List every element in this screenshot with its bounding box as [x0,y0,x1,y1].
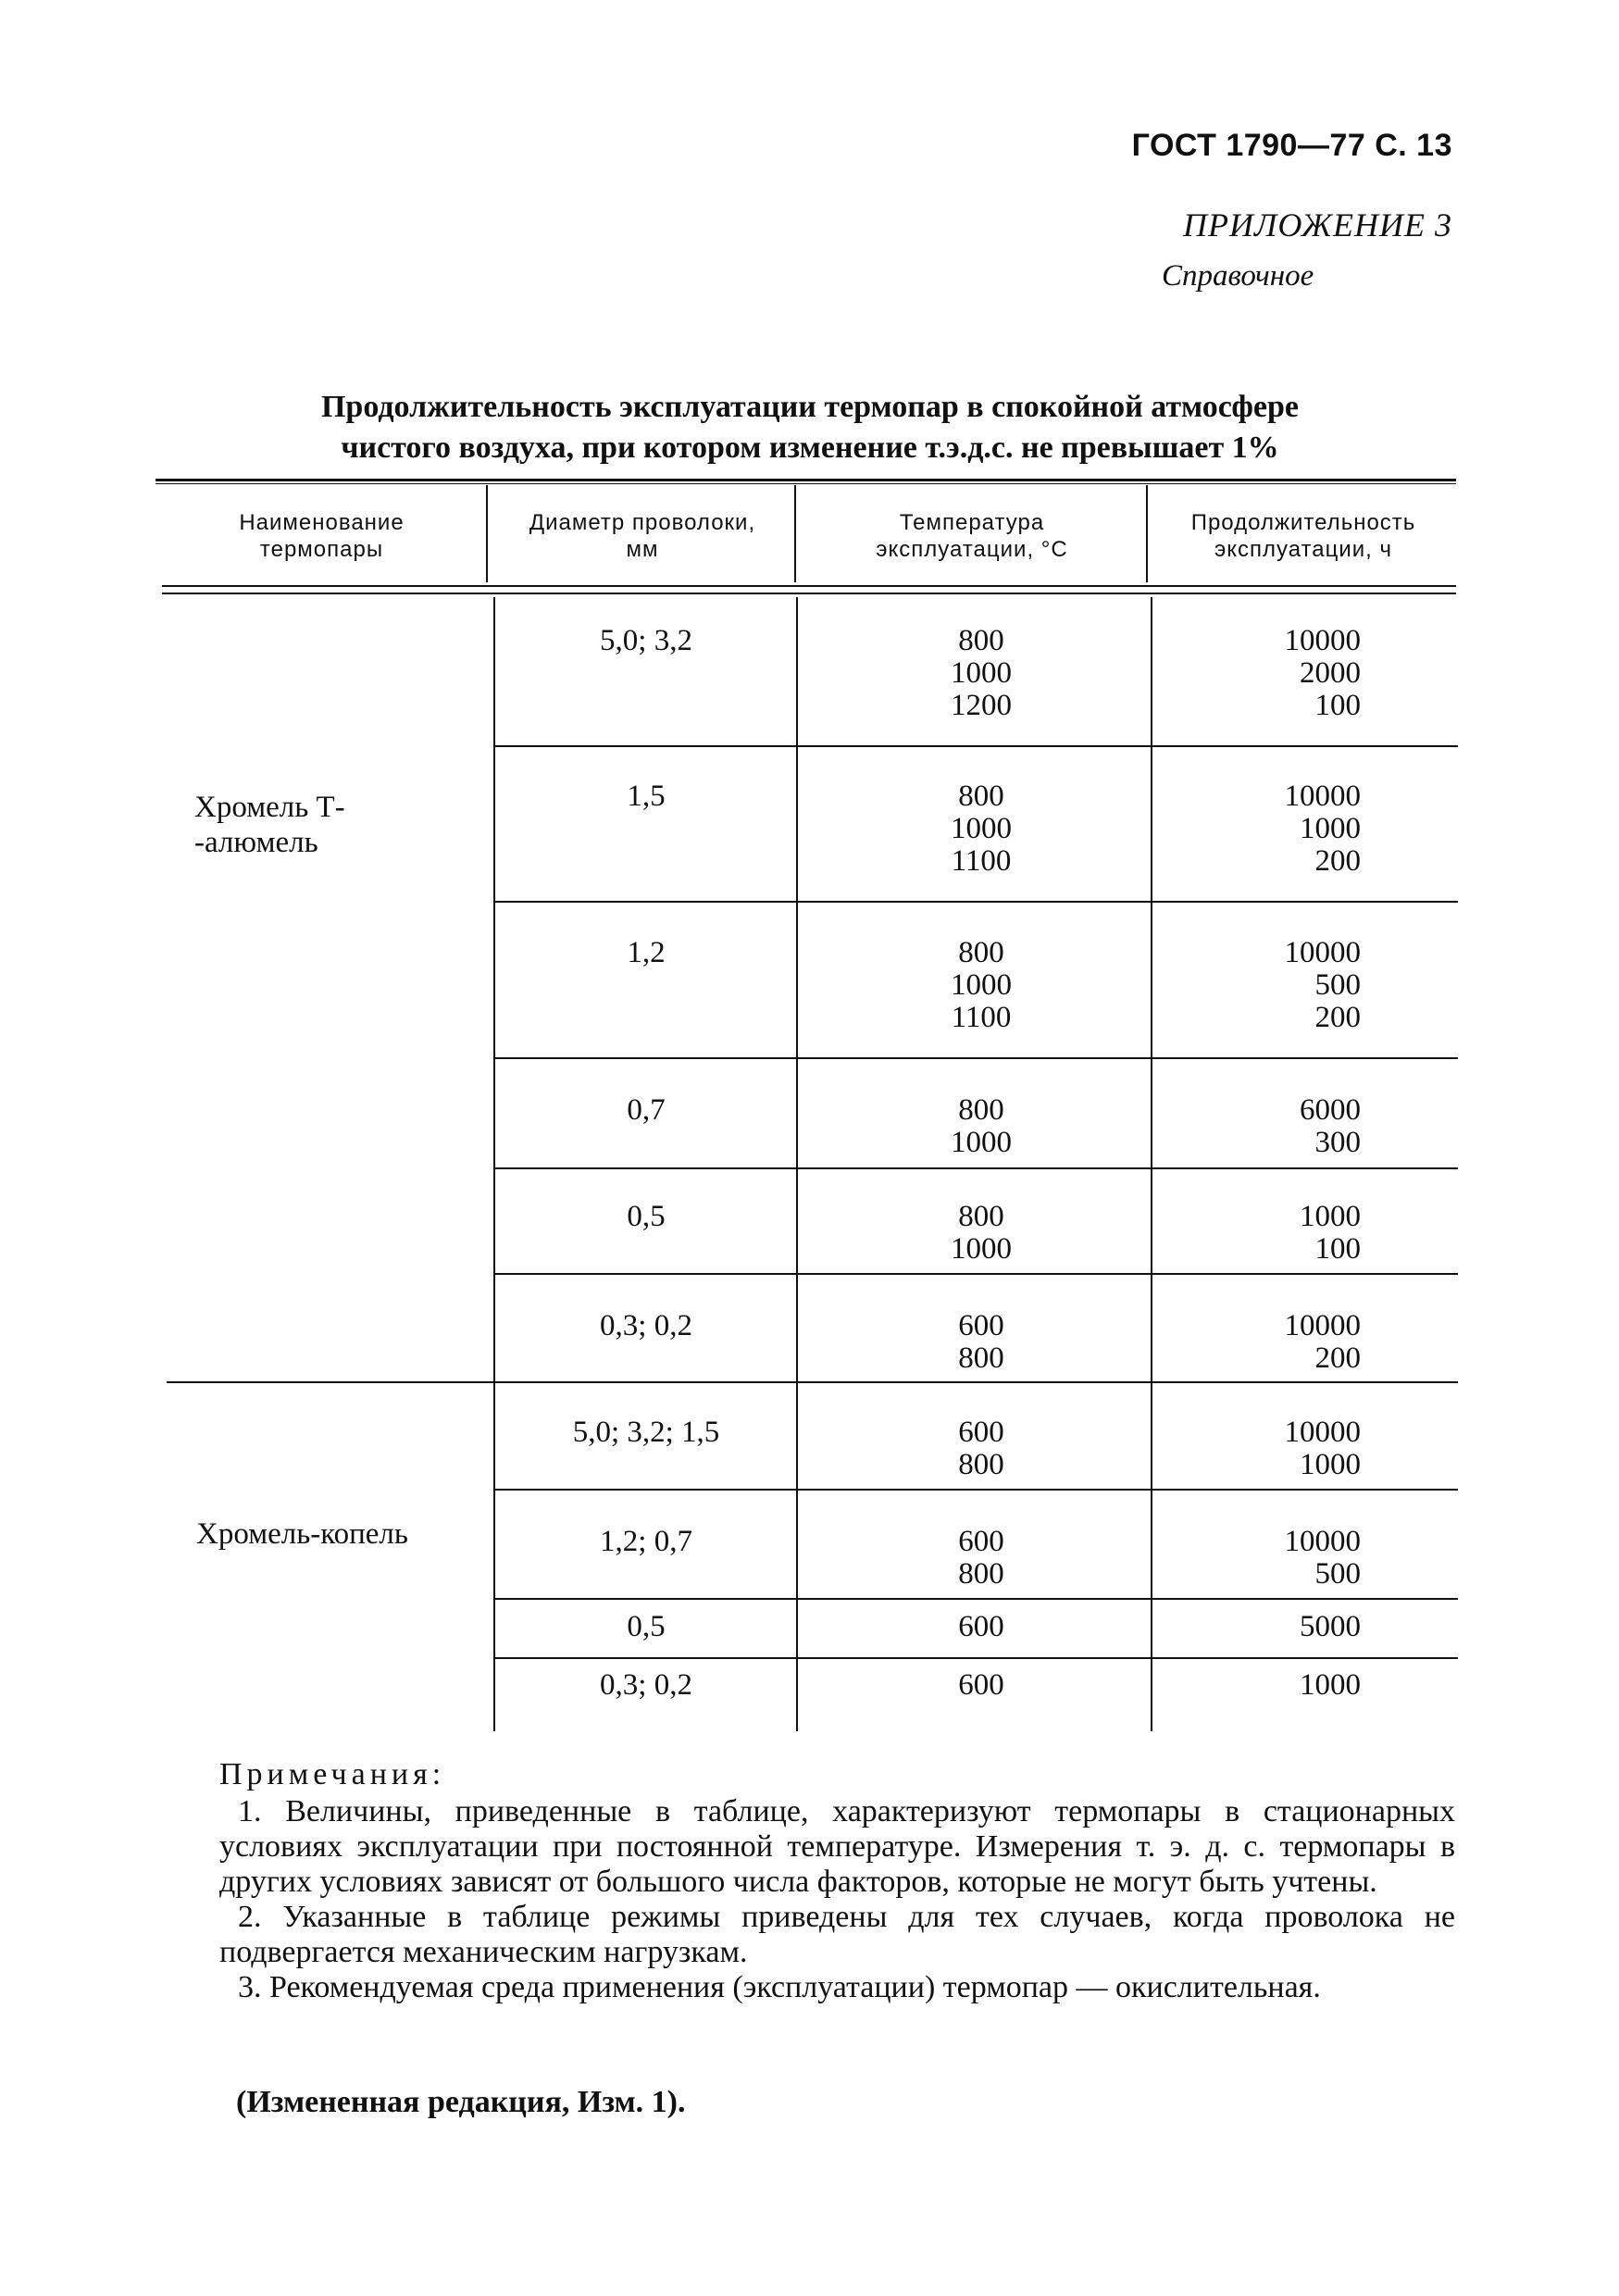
duration-cell [1203,1611,1361,1643]
column-header-duration [1150,509,1457,563]
body-separator [1151,597,1152,1731]
row-separator [495,1273,1458,1275]
row-separator [495,1657,1458,1659]
temperature-value: 1000 [951,812,1012,845]
note-2: 2. Указанные в таблице режимы приведены для тех случаев, когда проволока не подвергается механическим нагрузкам. [219,1900,1455,1969]
temperature-cell [833,780,1129,878]
temperature-value: 800 [958,624,1004,657]
group-separator [167,1381,1458,1383]
appendix-label: ПРИЛОЖЕНИЕ 3 [1183,206,1452,243]
duration-value: 2000 [1300,656,1361,690]
body-separator [493,597,495,1731]
duration-value: 200 [1314,1001,1361,1034]
thermocouple-name-line: -алюмель [194,826,318,859]
diameter-cell: 5,0; 3,2; 1,5 [572,1416,720,1449]
duration-value: 100 [1314,689,1361,722]
diameter-cell: 1,2; 0,7 [600,1525,692,1558]
page-header: ГОСТ 1790—77 С. 13 [1131,128,1452,163]
temperature-value: 1100 [951,844,1012,878]
thermocouple-name-line: Хромель-копель [196,1517,408,1551]
thermocouple-name-line: Хромель Т- [194,791,345,824]
notes-section [219,1757,1455,2005]
duration-cell [1203,937,1361,1034]
temperature-value: 600 [958,1525,1004,1558]
duration-value: 1000 [1300,1200,1361,1233]
temperature-value: 1200 [951,689,1012,722]
row-separator [495,1167,1458,1169]
table-top-rule-thin [156,483,1456,484]
temperature-cell [833,1416,1129,1481]
diameter-cell: 5,0; 3,2 [600,624,692,657]
duration-cell [1203,1669,1361,1702]
row-separator [495,901,1458,903]
temperature-value: 800 [958,780,1004,813]
duration-value: 10000 [1284,1309,1361,1342]
column-header-text: Продолжительность [1190,510,1416,535]
temperature-cell [833,1611,1129,1643]
appendix-subtitle: Справочное [1162,259,1314,293]
temperature-value: 800 [958,1200,1004,1233]
column-header-name [157,509,486,563]
duration-value: 10000 [1284,780,1361,813]
temperature-value: 1100 [951,1001,1012,1034]
duration-value: 1000 [1300,1448,1361,1481]
header-bottom-rule [162,593,1456,594]
temperature-value: 600 [958,1668,1004,1702]
duration-value: 500 [1314,968,1361,1002]
table-title-line-2: чистого воздуха, при котором изменение т.э.д.с. не превышает 1% [341,430,1279,465]
diameter-cell: 1,5 [627,780,666,813]
temperature-value: 800 [958,1341,1004,1375]
column-header-diameter [491,509,794,563]
duration-cell [1203,1416,1361,1481]
temperature-value: 1000 [951,656,1012,690]
header-separator [1146,485,1148,582]
duration-value: 1000 [1300,1668,1361,1702]
column-header-text: мм [626,537,659,562]
note-3: 3. Рекомендуемая среда применения (эксплуатации) термопар — окислительная. [238,1970,1321,2004]
thermocouple-name-chromel-alumel [194,790,345,860]
duration-cell [1203,780,1361,878]
table-top-rule [156,479,1456,481]
temperature-value: 800 [958,936,1004,969]
duration-value: 10000 [1284,624,1361,657]
duration-cell [1203,1201,1361,1266]
temperature-value: 1000 [951,1126,1012,1159]
duration-cell [1203,1094,1361,1159]
temperature-value: 600 [958,1610,1004,1643]
row-separator [495,1057,1458,1059]
column-header-temperature [798,509,1146,563]
header-bottom-rule [162,585,1456,587]
column-header-text: Наименование [239,510,405,535]
column-header-text: эксплуатации, °С [876,537,1068,562]
duration-value: 6000 [1300,1093,1361,1127]
header-separator [486,485,488,582]
temperature-value: 1000 [951,1232,1012,1266]
duration-value: 300 [1314,1126,1361,1159]
duration-value: 10000 [1284,1525,1361,1558]
temperature-cell [833,1094,1129,1159]
header-separator [794,485,796,582]
temperature-value: 600 [958,1309,1004,1342]
duration-value: 10000 [1284,936,1361,969]
duration-value: 200 [1314,844,1361,878]
body-separator [796,597,798,1731]
duration-value: 100 [1314,1232,1361,1266]
diameter-cell: 0,3; 0,2 [600,1668,692,1702]
duration-value: 500 [1314,1557,1361,1591]
column-header-text: эксплуатации, ч [1214,537,1393,562]
thermocouple-name-chromel-copel [196,1516,408,1552]
diameter-cell: 0,7 [627,1093,666,1127]
diameter-cell: 0,5 [627,1610,666,1643]
temperature-value: 600 [958,1416,1004,1449]
temperature-value: 800 [958,1557,1004,1591]
temperature-cell [833,1669,1129,1702]
duration-value: 200 [1314,1341,1361,1375]
row-separator [495,1489,1458,1491]
notes-label: Примечания: [219,1757,446,1791]
column-header-text: Температура [899,510,1045,535]
diameter-cell: 1,2 [627,936,666,969]
temperature-cell [833,937,1129,1034]
row-separator [495,745,1458,747]
duration-cell [1203,1310,1361,1375]
duration-value: 5000 [1300,1610,1361,1643]
temperature-cell [833,625,1129,722]
duration-cell [1203,1526,1361,1591]
temperature-value: 800 [958,1093,1004,1127]
duration-value: 10000 [1284,1416,1361,1449]
edit-note: (Измененная редакция, Изм. 1). [236,2085,686,2119]
temperature-value: 1000 [951,968,1012,1002]
temperature-cell [833,1310,1129,1375]
column-header-text: Диаметр проволоки, [529,510,756,535]
table-title-line-1: Продолжительность эксплуатации термопар в спокойной атмосфере [320,390,1300,424]
duration-cell [1203,625,1361,722]
temperature-value: 800 [958,1448,1004,1481]
row-separator [495,1598,1458,1600]
diameter-cell: 0,5 [627,1200,666,1233]
temperature-cell [833,1201,1129,1266]
duration-value: 1000 [1300,812,1361,845]
note-1: 1. Величины, приведенные в таблице, характеризуют термопары в стационарных условиях эксплуатации при постоянной температуре. Измерения т. э. д. с. термопары в других условиях зависят от большого числа факторов, которые не могут быть учтены. [219,1794,1455,1899]
diameter-cell: 0,3; 0,2 [600,1309,692,1342]
temperature-cell [833,1526,1129,1591]
table-title [148,387,1472,468]
column-header-text: термопары [259,537,384,562]
